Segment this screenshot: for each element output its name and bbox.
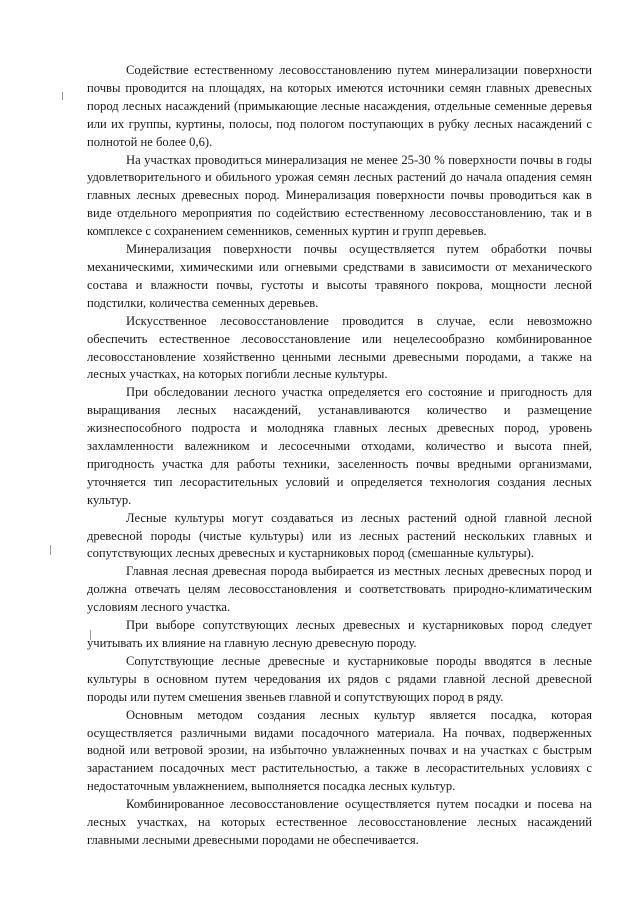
paragraph: Минерализация поверхности почвы осуществляется путем обработки почвы механическими, химическими или огневыми средствами в зависимости от механического состава и влажности почвы, густоты и высоты травяного покрова, мощности лесной подстилки, количества семенных деревьев. xyxy=(87,242,592,310)
scan-margin-mark xyxy=(62,92,63,100)
paragraph: Искусственное лесовосстановление проводится в случае, если невозможно обеспечить естественное лесовосстановление или нецелесообразно комбинированное лесовосстановление хозяйственно ценными лесными древесными породами, а также на лесных участках, на которых погибли лесные культуры. xyxy=(87,313,592,382)
paragraph: Комбинированное лесовосстановление осуществляется путем посадки и посева на лесных участках, на которых естественное лесовосстановление лесных насаждений главными лесными древесными породами не обеспечивается. xyxy=(87,797,592,847)
paragraph: Лесные культуры могут создаваться из лесных растений одной главной лесной древесной породы (чистые культуры) или из лесных растений нескольких главных и сопутствующих лесных древесных и кустарниковых пород (смешанные культуры). xyxy=(87,510,592,561)
paragraph: Главная лесная древесная порода выбирается из местных лесных древесных пород и должна отвечать целям лесовосстановления и соответствовать природно-климатическим условиям лесного участка. xyxy=(87,564,592,615)
paragraph: При обследовании лесного участка определяется его состояние и пригодность для выращивания лесных насаждений, устанавливаются количество и размещение жизнеспособного подроста и молодняка главных лесных древесных пород, уровень захламленности валежником и лесосечными отходами, количество и высота пней, пригодность участка для работы техники, заселенность почвы вредными организмами, уточняется тип лесорастительных условий и определяется технология создания лесных культур. xyxy=(87,385,592,507)
document-body xyxy=(87,62,592,850)
paragraph: Содействие естественному лесовосстановлению путем минерализации поверхности почвы проводится на площадях, на которых имеются источники семян главных древесных пород лесных насаждений (примыкающие лесные насаждения, отдельные семенные деревья или их группы, куртины, полосы, под пологом поступающих в рубку лесных насаждений с полнотой не более 0,6). xyxy=(87,63,592,149)
scan-margin-mark xyxy=(50,545,51,555)
paragraph: При выборе сопутствующих лесных древесных и кустарниковых пород следует учитывать их влияние на главную лесную древесную породу. xyxy=(87,618,592,650)
paragraph: На участках проводиться минерализация не менее 25-30 % поверхности почвы в годы удовлетворительного и обильного урожая семян лесных растений до начала опадения семян главных лесных древесных пород. Минерализация поверхности почвы проводиться как в виде отдельного мероприятия по содействию естественному лесовосстановлению, так и в комплексе с сохранением семенников, семенных куртин и групп деревьев. xyxy=(87,152,592,239)
paragraph: Основным методом создания лесных культур является посадка, которая осуществляется различными видами посадочного материала. На почвах, подверженных водной или ветровой эрозии, на избыточно увлажненных почвах и на участках с быстрым зарастанием посадочных мест растительностью, а также в лесорастительных условиях с недостаточным увлажнением, выполняется посадка лесных культур. xyxy=(87,707,592,794)
paragraph: Сопутствующие лесные древесные и кустарниковые породы вводятся в лесные культуры в основном путем чередования их рядов с рядами главной лесной древесной породы или путем смешения звеньев главной и сопутствующих пород в ряду. xyxy=(87,653,592,704)
